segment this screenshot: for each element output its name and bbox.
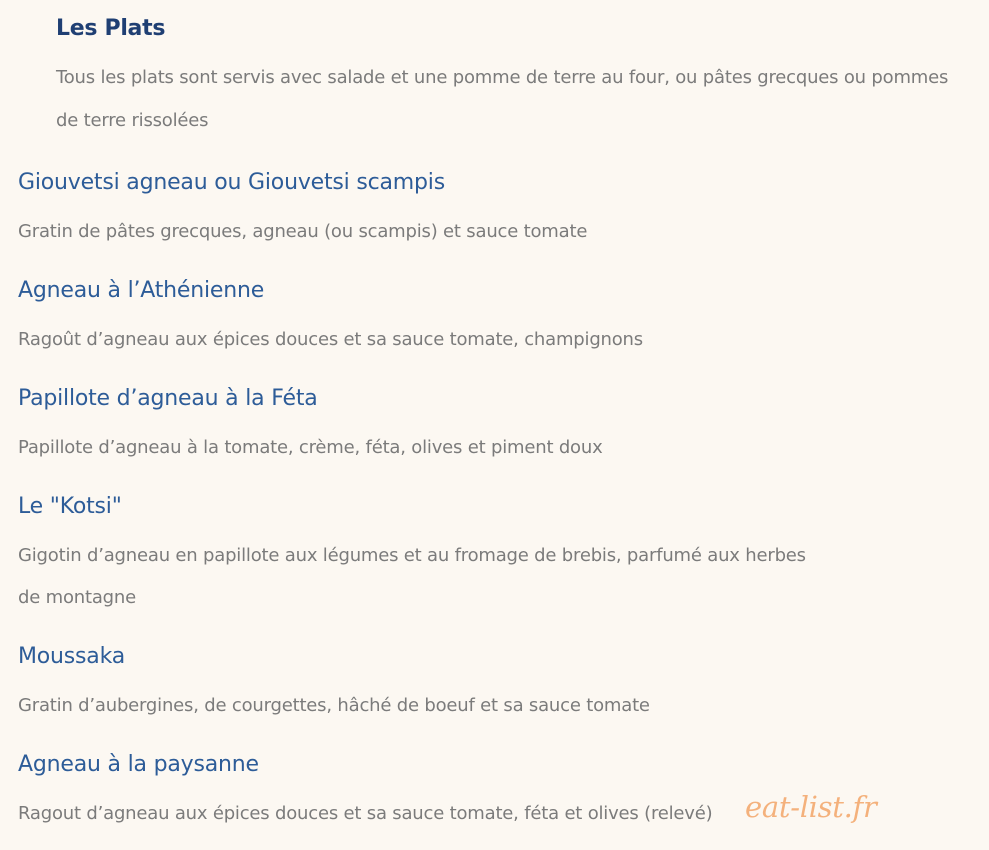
section-intro: Tous les plats sont servis avec salade et une pomme de terre au four, ou pâtes grecques ou pommes de terre rissolées xyxy=(56,67,949,131)
dish-description: Gigotin d’agneau en papillote aux légumes et au fromage de brebis, parfumé aux herbes de montagne xyxy=(18,545,806,608)
dish-name: Agneau à l’Athénienne xyxy=(18,278,265,303)
dish-description: Papillote d’agneau à la tomate, crème, féta, olives et piment doux xyxy=(18,437,603,458)
section-title: Les Plats xyxy=(56,16,166,41)
dish-description: Ragout d’agneau aux épices douces et sa sauce tomate, féta et olives (relevé) xyxy=(18,803,713,824)
dish-name: Le "Kotsi" xyxy=(18,494,122,519)
menu-item xyxy=(18,492,818,619)
dish-description: Gratin d’aubergines, de courgettes, hâché de boeuf et sa sauce tomate xyxy=(18,695,650,716)
dish-description: Ragoût d’agneau aux épices douces et sa sauce tomate, champignons xyxy=(18,329,643,350)
dish-name: Agneau à la paysanne xyxy=(18,752,259,777)
dish-name: Giouvetsi agneau ou Giouvetsi scampis xyxy=(18,170,445,195)
dish-name: Papillote d’agneau à la Féta xyxy=(18,386,318,411)
menu-item xyxy=(18,642,958,727)
menu-item xyxy=(18,168,778,253)
dish-name: Moussaka xyxy=(18,644,126,669)
menu-item xyxy=(18,276,958,361)
menu-item xyxy=(18,384,958,469)
dish-description: Gratin de pâtes grecques, agneau (ou scampis) et sauce tomate xyxy=(18,221,588,242)
watermark: eat-list.fr xyxy=(745,790,877,824)
